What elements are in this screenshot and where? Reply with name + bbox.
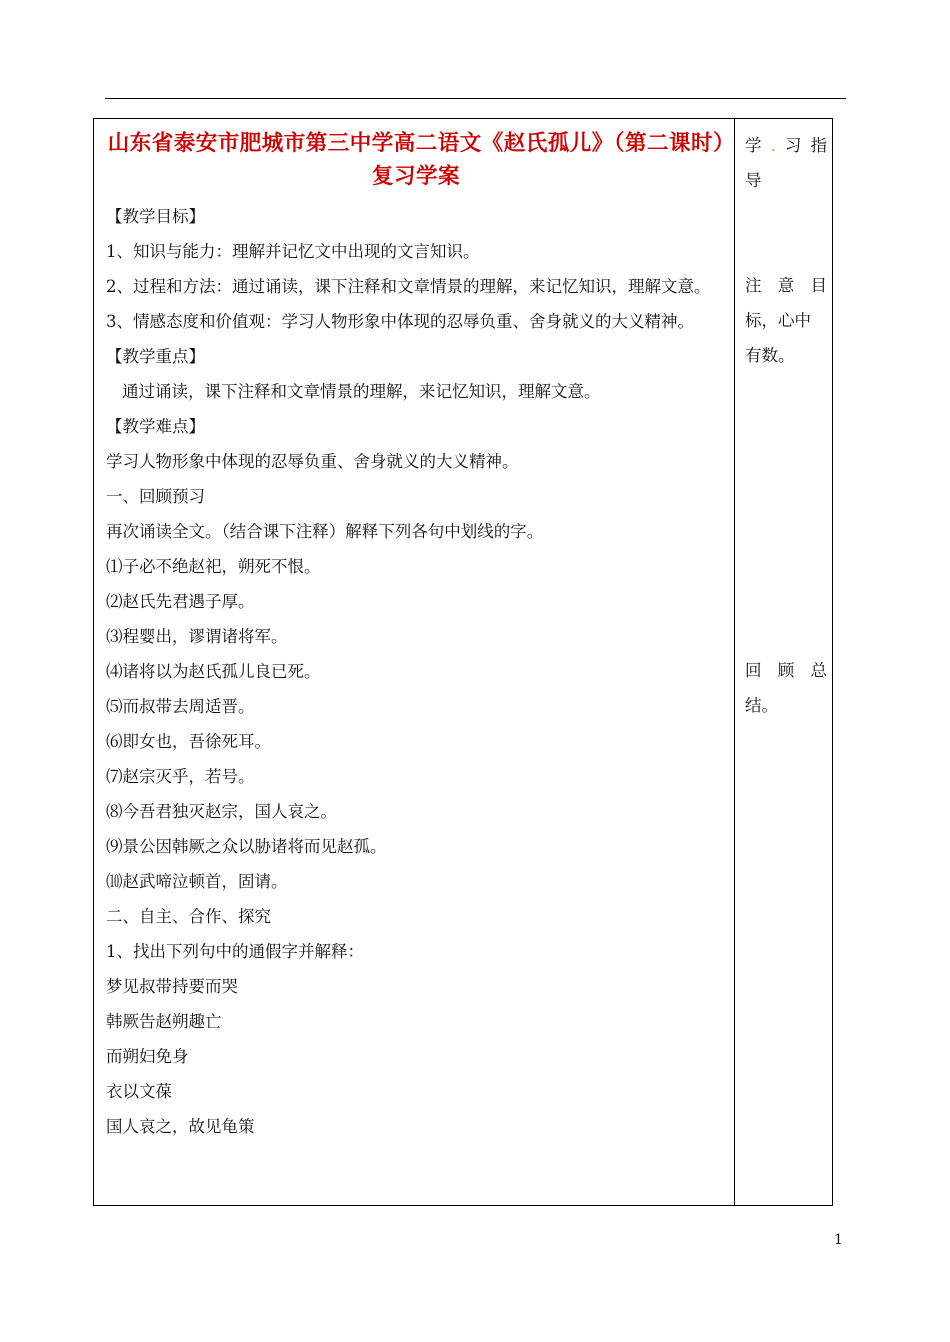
exercise-item: ⑵赵氏先君遇子厚。	[106, 592, 255, 611]
sidebar-line: 结。	[745, 696, 778, 715]
sentence-item: 梦见叔带持要而哭	[106, 977, 238, 996]
sentence-item: 衣以文葆	[106, 1082, 172, 1101]
sidebar-line: 有数。	[745, 346, 795, 365]
exercise-item: ⑽赵武啼泣顿首，固请。	[106, 872, 288, 891]
main-column	[106, 125, 726, 1144]
exercise-item: ⑹即女也，吾徐死耳。	[106, 732, 271, 751]
exercise-item: ⑸而叔带去周适晋。	[106, 697, 255, 716]
sidebar-char: 总	[810, 661, 827, 680]
sidebar-char: 回	[745, 661, 762, 680]
review-instruction: 再次诵读全文。（结合课下注释）解释下列各句中划线的字。	[106, 522, 544, 541]
sidebar-char: 导	[745, 171, 762, 190]
exercise-item: ⑶程婴出，谬谓诸将军。	[106, 627, 288, 646]
difficulty-text: 学习人物形象中体现的忍辱负重、舍身就义的大义精神。	[106, 452, 519, 471]
page-number: 1	[834, 1232, 843, 1248]
sidebar-dot: .	[770, 136, 776, 155]
sidebar-char: 意	[777, 276, 795, 295]
sidebar-char: 目	[810, 276, 827, 295]
sidebar-char: 习	[784, 136, 802, 155]
document-title: 山东省泰安市肥城市第三中学高二语文《赵氏孤儿》（第二课时）复习学案	[107, 131, 725, 189]
sidebar-note-objectives	[745, 268, 827, 373]
section-heading-difficulties: 【教学难点】	[106, 417, 205, 436]
header-rule	[105, 98, 846, 99]
sentence-item: 国人哀之，故见龟策	[106, 1117, 255, 1136]
sentence-item: 韩厥告赵朔趣亡	[106, 1012, 222, 1031]
sidebar-note-review	[745, 653, 827, 723]
key-point-text: 通过诵读，课下注释和文章情景的理解，来记忆知识，理解文意。	[122, 382, 601, 401]
column-divider	[734, 119, 735, 1205]
lesson-table	[93, 118, 833, 1206]
sidebar-char: 指	[810, 136, 827, 155]
exercise-item: ⑷诸将以为赵氏孤儿良已死。	[106, 662, 321, 681]
sidebar-char: 顾	[777, 661, 795, 680]
sentence-item: 而朔妇免身	[106, 1047, 189, 1066]
objective-3: 3、情感态度和价值观：学习人物形象中体现的忍辱负重、舍身就义的大义精神。	[106, 312, 694, 331]
sidebar-char: 注	[745, 276, 762, 295]
exercise-item: ⑻今吾君独灭赵宗，国人哀之。	[106, 802, 337, 821]
exercise-item: ⑺赵宗灭乎，若号。	[106, 767, 255, 786]
objective-1: 1、知识与能力：理解并记忆文中出现的文言知识。	[106, 242, 480, 261]
sidebar-header	[745, 128, 827, 198]
sidebar-line: 标，心中	[745, 311, 811, 330]
section-heading-key-points: 【教学重点】	[106, 347, 205, 366]
section-heading-review: 一、回顾预习	[106, 487, 205, 506]
task-instruction: 1、找出下列句中的通假字并解释：	[106, 942, 364, 961]
exercise-item: ⑴子必不绝赵祀，朔死不恨。	[106, 557, 321, 576]
sidebar-char: 学	[745, 136, 762, 155]
section-heading-explore: 二、自主、合作、探究	[106, 907, 271, 926]
objective-2: 2、过程和方法：通过诵读，课下注释和文章情景的理解，来记忆知识，理解文意。	[106, 277, 711, 296]
section-heading-objectives: 【教学目标】	[106, 207, 205, 226]
exercise-item: ⑼景公因韩厥之众以胁诸将而见赵孤。	[106, 837, 387, 856]
